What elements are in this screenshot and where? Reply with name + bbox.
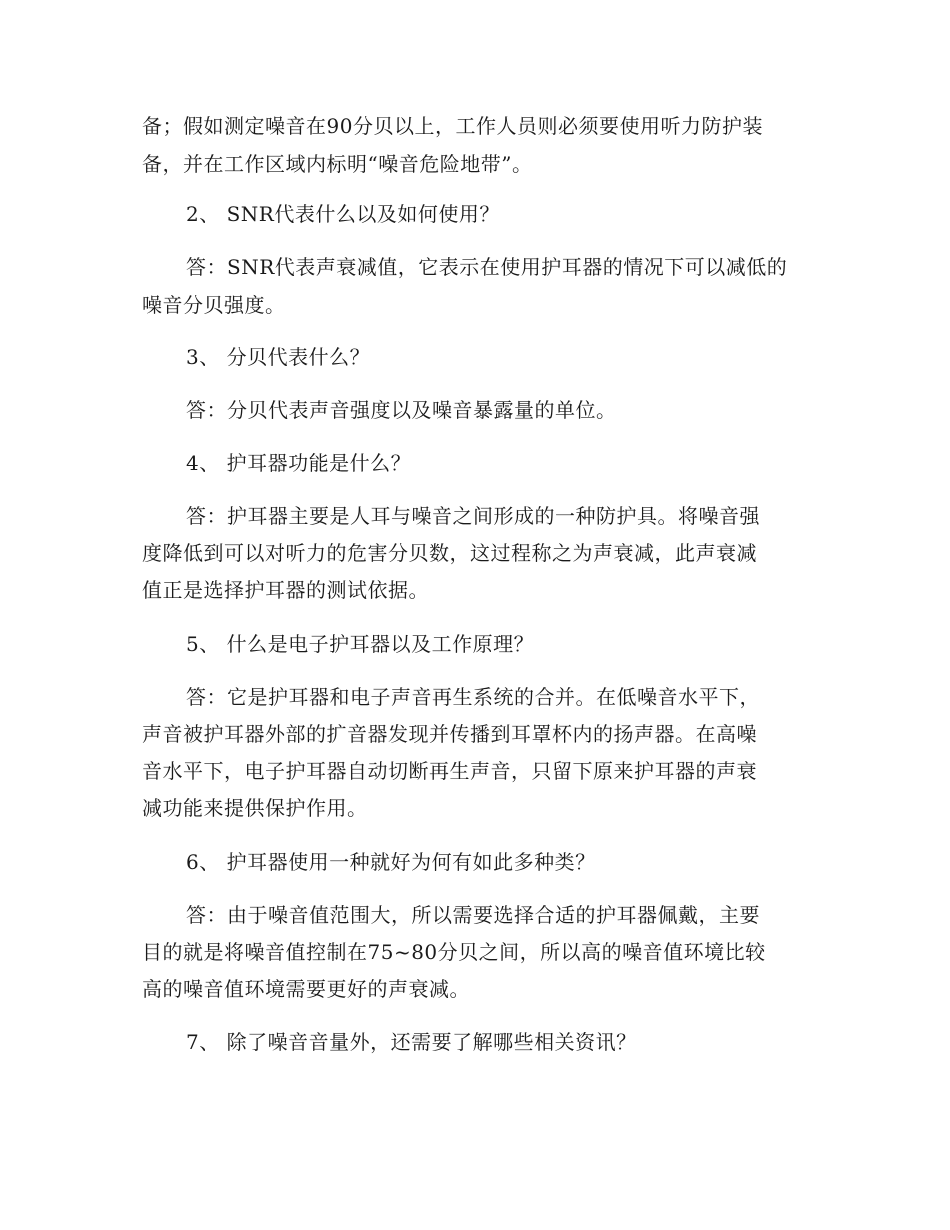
answer-3-line: 答：分贝代表声音强度以及噪音暴露量的单位。: [186, 398, 617, 422]
answer-2-line: 答：SNR代表声衰减值，它表示在使用护耳器的情况下可以减低的: [186, 255, 788, 279]
question-4: 4、 护耳器功能是什么？: [186, 451, 412, 475]
answer-6-line: 答：由于噪音值范围大，所以需要选择合适的护耳器佩戴，主要: [186, 903, 760, 927]
answer-6-line: 高的噪音值环境需要更好的声衰减。: [142, 977, 470, 1001]
answer-4-line: 值正是选择护耳器的测试依据。: [142, 578, 429, 602]
answer-2-line: 噪音分贝强度。: [142, 293, 286, 317]
question-2: 2、 SNR代表什么以及如何使用？: [186, 202, 500, 226]
answer-5-line: 声音被护耳器外部的扩音器发现并传播到耳罩杯内的扬声器。在高噪: [142, 722, 757, 746]
question-6: 6、 护耳器使用一种就好为何有如此多种类？: [186, 850, 596, 874]
answer-4-line: 答：护耳器主要是人耳与噪音之间形成的一种防护具。将噪音强: [186, 504, 760, 528]
answer-5-line: 答：它是护耳器和电子声音再生系统的合并。在低噪音水平下，: [186, 685, 760, 709]
question-3: 3、 分贝代表什么？: [186, 345, 371, 369]
answer-6-line: 目的就是将噪音值控制在75~80分贝之间，所以高的噪音值环境比较: [142, 940, 766, 964]
paragraph-line: 备；假如测定噪音在90分贝以上，工作人员则必须要使用听力防护装: [142, 114, 763, 138]
question-5: 5、 什么是电子护耳器以及工作原理？: [186, 632, 535, 656]
question-7: 7、 除了噪音音量外，还需要了解哪些相关资讯？: [186, 1030, 637, 1054]
answer-4-line: 度降低到可以对听力的危害分贝数，这过程称之为声衰减，此声衰减: [142, 541, 757, 565]
paragraph-line: 备，并在工作区域内标明“噪音危险地带”。: [142, 152, 533, 176]
answer-5-line: 音水平下，电子护耳器自动切断再生声音，只留下原来护耳器的声衰: [142, 759, 757, 783]
answer-5-line: 减功能来提供保护作用。: [142, 796, 368, 820]
